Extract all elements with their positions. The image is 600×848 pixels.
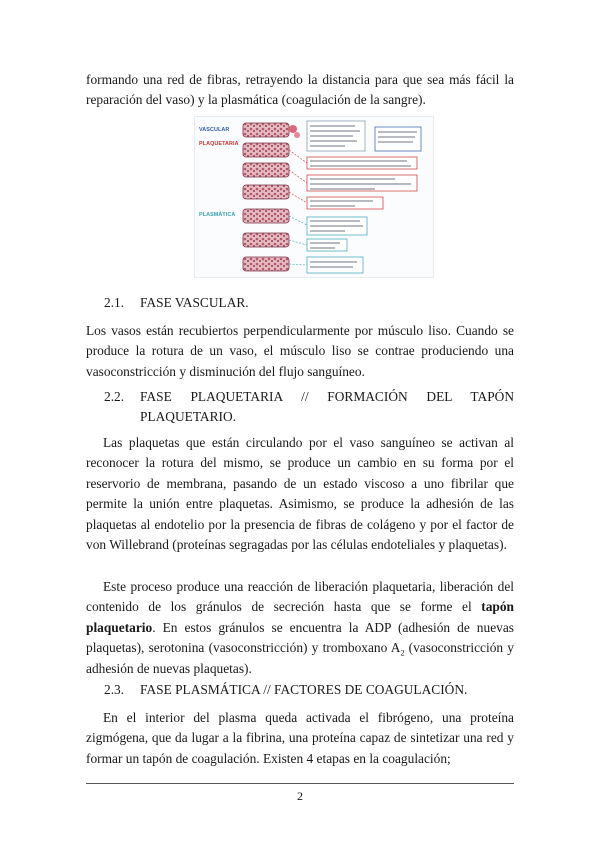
paragraph-plaquetas-activacion: Las plaquetas que están circulando por el vaso sanguíneo se activan al reconocer la rotura del mismo, se produce un cambio en su forma por el reservorio de membrana, pasando de un estado viscoso a uno fibrilar que permite la unión entre plaquetas. Asimismo, se produce la adhesión de las plaquetas al endotelio por la presencia de fibras de colágeno y por el factor de von Willebrand (proteínas segragadas por las células endoteliales y plaquetas). — [86, 435, 514, 553]
heading-fase-vascular — [104, 293, 514, 313]
figure-label-plasmatica: PLASMÁTICA — [199, 212, 236, 218]
heading-title: FASE PLASMÁTICA // FACTORES DE COAGULACIÓN. — [140, 682, 468, 697]
annotation-boxes — [307, 121, 421, 273]
paragraph-fase-vascular: Los vasos están recubiertos perpendicularmente por músculo liso. Cuando se produce la rotura de un vaso, el músculo liso se contrae produciendo una vasoconstricción y disminución del flujo sanguíneo. — [86, 323, 514, 379]
heading-title: FASE VASCULAR. — [140, 295, 249, 310]
heading-number: 2.2. — [104, 389, 125, 404]
page-number: 2 — [297, 789, 303, 803]
subscript-2: 2 — [400, 648, 405, 658]
vessel-strips — [243, 123, 300, 271]
figure-label-vascular: VASCULAR — [199, 127, 230, 133]
heading-number: 2.1. — [104, 295, 125, 310]
connectors — [289, 150, 307, 203]
heading-fase-plaquetaria — [104, 387, 514, 427]
bold-tapon-plaquetario: tapón plaquetario — [86, 599, 514, 635]
heading-fase-plasmatica — [104, 680, 514, 700]
hemostasis-diagram — [194, 116, 434, 278]
figure-label-plaquetaria: PLAQUETARIA — [199, 141, 239, 147]
footer-divider — [86, 783, 514, 784]
paragraph-liberacion-plaquetaria: Este proceso produce una reacción de liberación plaquetaria, liberación del contenido de los gránulos de secreción hasta que se forme el tapón plaquetario. En estos gránulos se encuentra la ADP (adhesión de nuevas plaquetas), serotonina (vasoconstricción) y tromboxano $A_2$ (vasoconstricción y adhesión de nuevas plaquetas). — [86, 579, 514, 676]
heading-number: 2.3. — [104, 682, 125, 697]
paragraph-fase-plasmatica: En el interior del plasma queda activada el fibrógeno, una proteína zigmógena, que da lugar a la fibrina, una proteína capaz de sintetizar una red y formar un tapón de coagulación. Existen 4 etapas en la coagulación; — [86, 710, 514, 766]
paragraph-intro: formando una red de fibras, retrayendo la distancia para que sea más fácil la reparación del vaso) y la plasmática (coagulación de la sangre). — [86, 72, 514, 108]
heading-title: FASE PLAQUETARIA // FORMACIÓN DEL TAPÓN PLAQUETARIO. — [140, 389, 514, 424]
